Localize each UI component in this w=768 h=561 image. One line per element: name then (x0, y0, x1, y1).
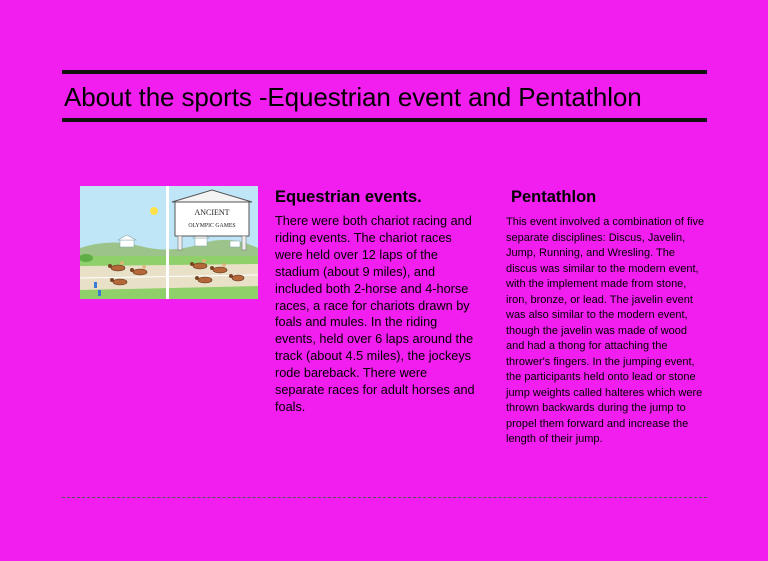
equestrian-body-text: There were both chariot racing and riding events. The chariot races were held over 12 laps of the stadium (about 9 miles), and included both 2-horse and 4-horse races, a race for chariots drawn by foals and mules. In the riding events, held over 6 laps around the track (about 4.5 miles), the jockeys rode bareback. There were separate races for adult horses and foals. (275, 214, 475, 414)
page-title: About the sports -Equestrian event and Pentathlon (64, 82, 642, 112)
illustration-graphic (80, 186, 258, 299)
title-rule-bottom (62, 118, 707, 122)
pentathlon-body-text: This event involved a combination of five separate disciplines: Discus, Javelin, Jump, Running, and Wresling. The discus was similar to the modern event, with the implement made from stone, iron, bronze, or lead. The javelin event was also similar to the modern event, though the javelin was made of wood and had a thong for attaching the thrower's fingers. In the jumping event, the participants held onto lead or stone jump weights called halteres which were thrown backwards during the jump to propel them forward and increase the length of their jump. (506, 216, 705, 445)
sign-text-line1: ANCIENT (194, 208, 230, 217)
dashed-divider (62, 497, 707, 498)
sun-icon (150, 207, 158, 215)
ancient-olympics-illustration (80, 186, 258, 299)
equestrian-heading: Equestrian events. (275, 188, 422, 206)
pentathlon-heading: Pentathlon (511, 188, 597, 206)
title-rule-top (62, 70, 707, 74)
sign-text-line2: OLYMPIC GAMES (188, 223, 236, 229)
